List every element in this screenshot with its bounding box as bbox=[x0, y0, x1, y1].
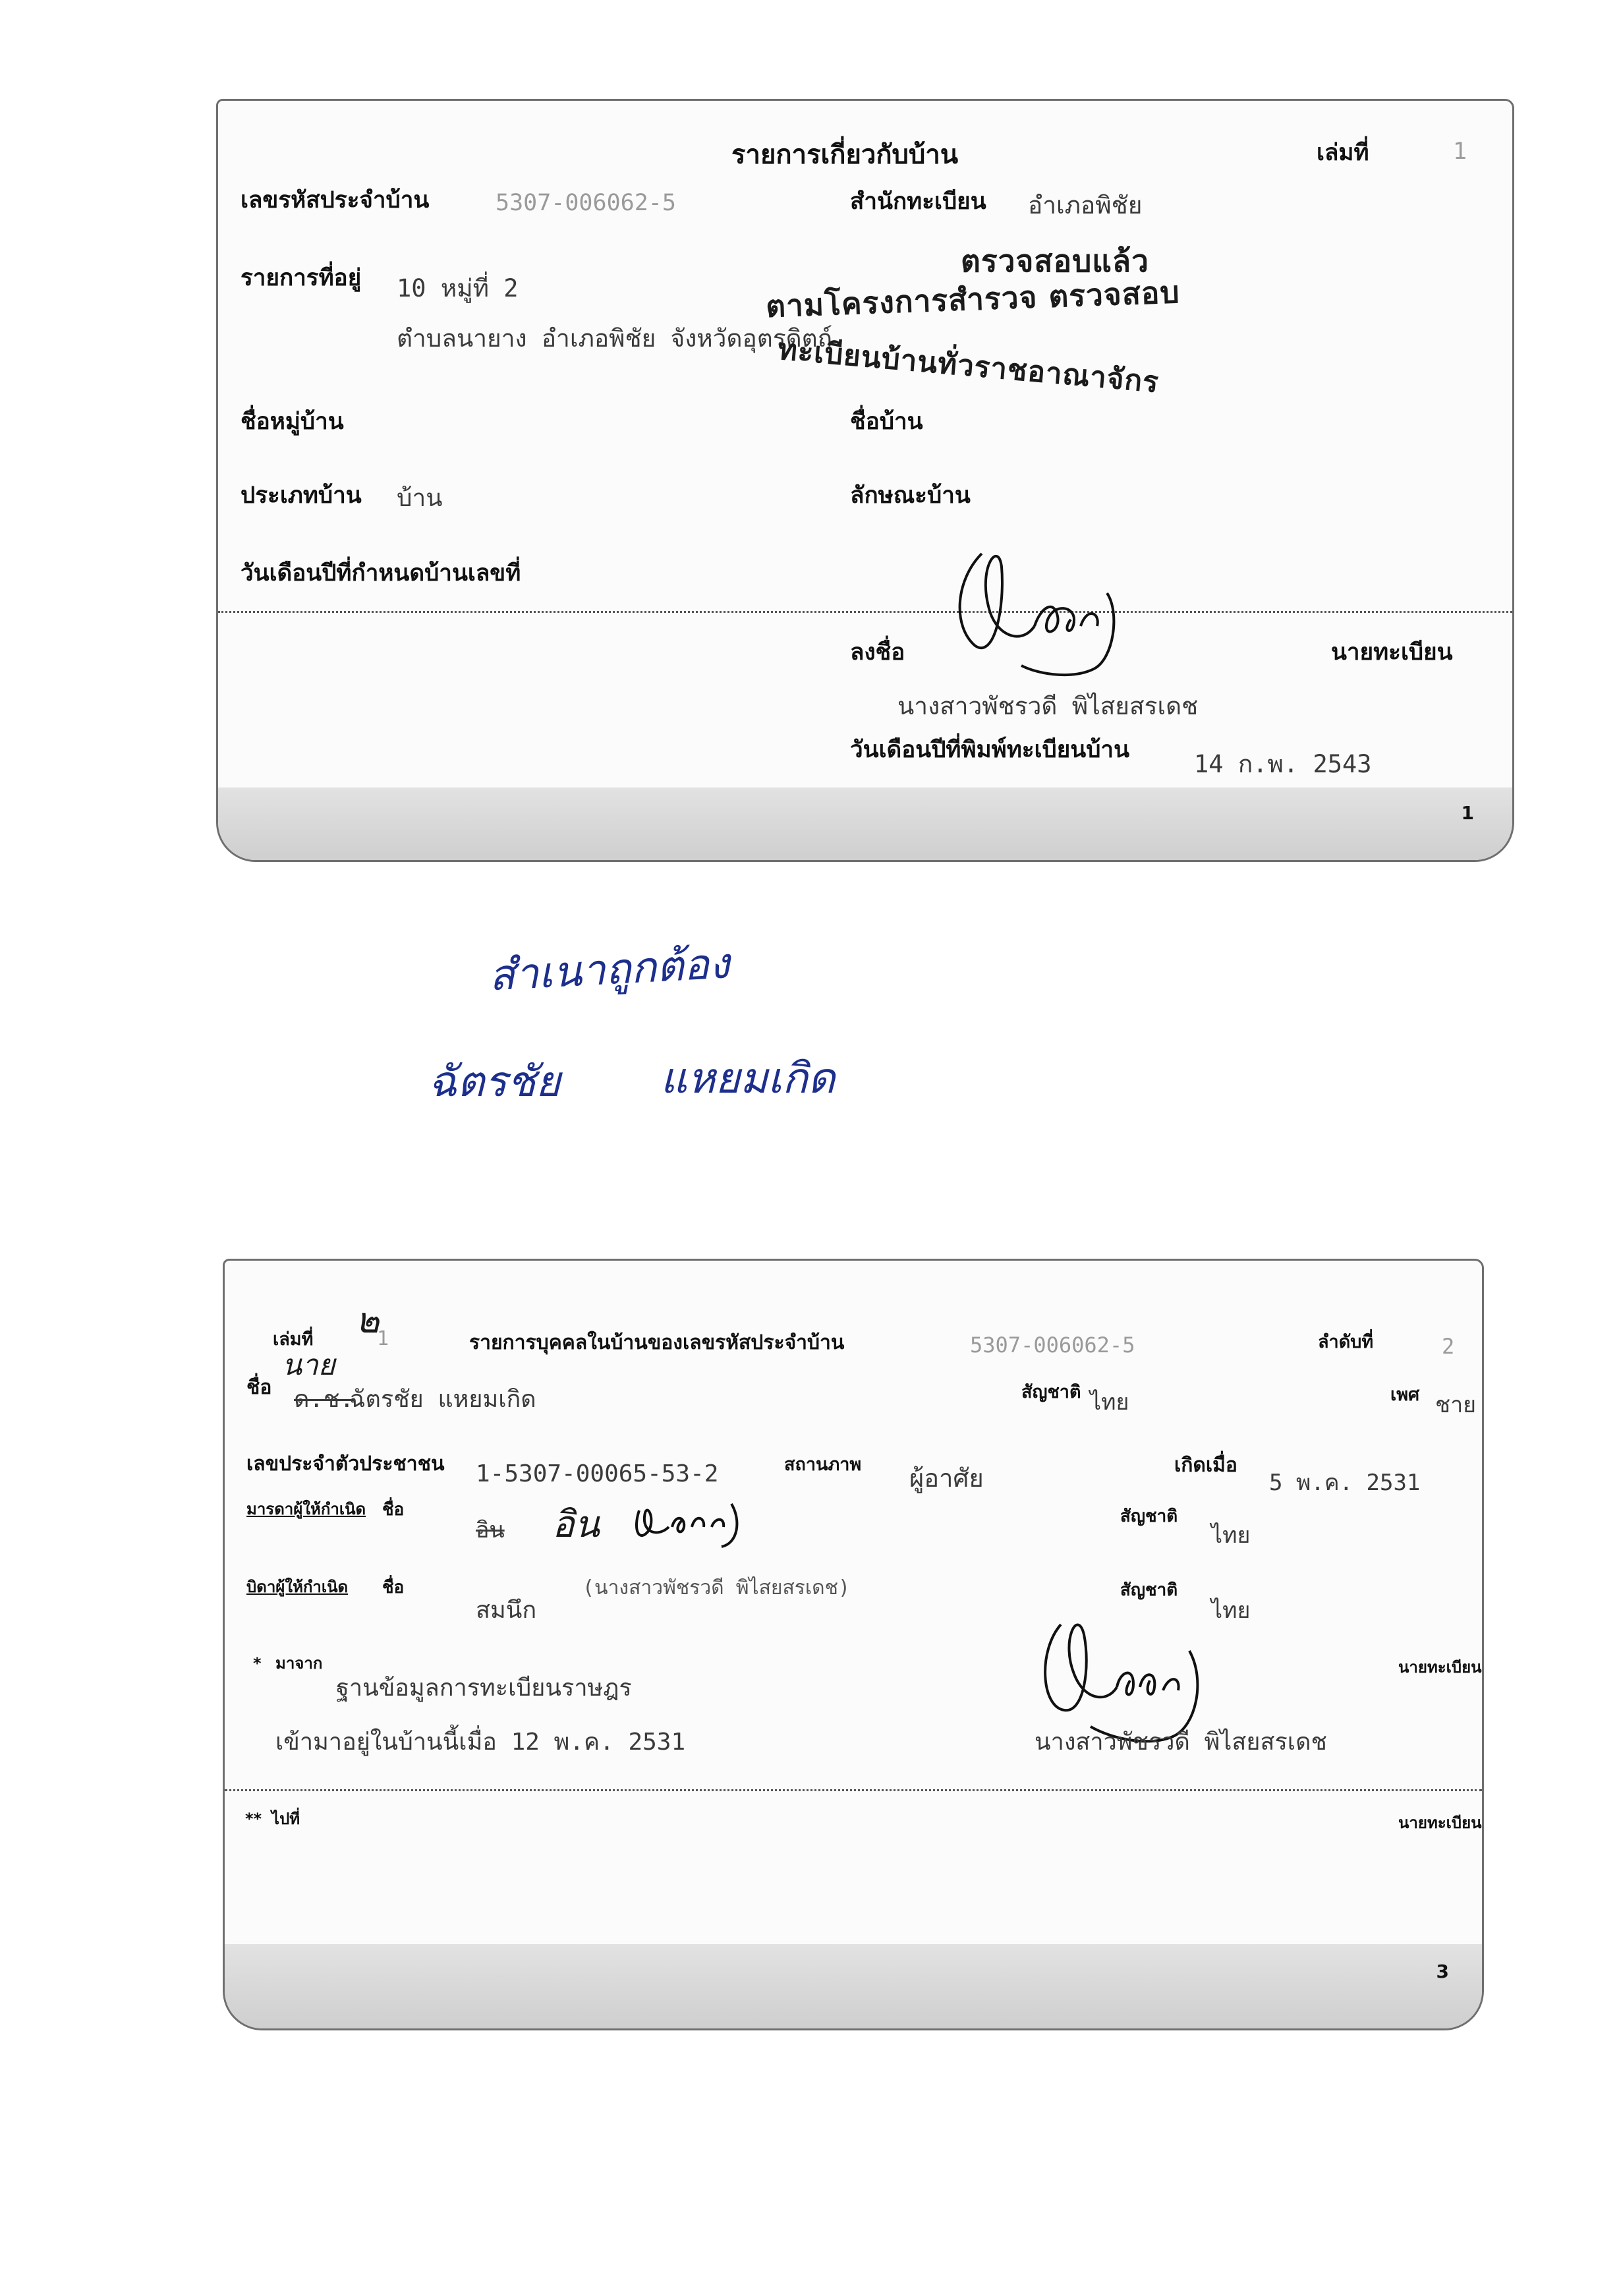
handwritten-first-name: ฉัตรชัย bbox=[428, 1058, 561, 1106]
assigned-date-label: วันเดือนปีที่กำหนดบ้านเลขที่ bbox=[241, 560, 521, 587]
mother-name-label: ชื่อ bbox=[382, 1500, 405, 1520]
name-prefix-handwritten: นาย bbox=[282, 1348, 335, 1382]
citizen-id-value: 1-5307-00065-53-2 bbox=[476, 1460, 719, 1487]
to-marker: ** bbox=[245, 1810, 262, 1828]
verification-stamp-line2: ตามโครงการสำรวจ ตรวจสอบ bbox=[765, 274, 1181, 324]
card-title: รายการเกี่ยวกับบ้าน bbox=[731, 140, 959, 170]
sequence-label: ลำดับที่ bbox=[1318, 1332, 1374, 1352]
verification-stamp-line1: ตรวจสอบแล้ว bbox=[961, 243, 1149, 279]
registrar-office-value: อำเภอพิชัย bbox=[1028, 191, 1143, 219]
name-value: ฉัตรชัย แหยมเกิด bbox=[349, 1386, 536, 1413]
birth-label: เกิดเมื่อ bbox=[1174, 1454, 1237, 1477]
village-name-label: ชื่อหมู่บ้าน bbox=[241, 409, 344, 435]
father-stamp-note: (นางสาวพัชรวดี พิไสยสรเดช) bbox=[582, 1576, 851, 1599]
volume-value: 1 bbox=[377, 1327, 389, 1350]
from-value: ฐานข้อมูลการทะเบียนราษฎร bbox=[336, 1675, 632, 1702]
sequence-value: 2 bbox=[1442, 1334, 1455, 1359]
sex-value: ชาย bbox=[1435, 1392, 1477, 1418]
to-label: ไปที่ bbox=[271, 1810, 300, 1828]
nationality-label: สัญชาติ bbox=[1021, 1382, 1081, 1402]
card-footer-band bbox=[225, 1944, 1482, 2028]
house-type-value: บ้าน bbox=[397, 484, 443, 512]
registrar-office-label: สำนักทะเบียน bbox=[850, 188, 986, 215]
mother-nationality-label: สัญชาติ bbox=[1120, 1507, 1178, 1526]
registrar-label: นายทะเบียน bbox=[1331, 639, 1453, 666]
registrar-name: นางสาวพัชรวดี พิไสยสรเดช bbox=[1035, 1729, 1327, 1756]
name-prefix-struck: ด.ช. bbox=[294, 1386, 355, 1413]
nationality-value: ไทย bbox=[1090, 1389, 1129, 1416]
mother-nationality-value: ไทย bbox=[1211, 1522, 1251, 1549]
registrar-name: นางสาวพัชรวดี พิไสยสรเดช bbox=[897, 692, 1199, 720]
mother-name-struck: อิน bbox=[476, 1517, 505, 1543]
card-footer-band bbox=[218, 788, 1512, 860]
address-label: รายการที่อยู่ bbox=[241, 265, 362, 291]
verification-stamp-line3: ทะเบียนบ้านทั่วราชอาณาจักร bbox=[776, 332, 1160, 400]
volume-handwritten: ๒ bbox=[356, 1300, 380, 1341]
registrar-label-incoming: นายทะเบียน bbox=[1398, 1658, 1482, 1677]
house-code-value: 5307-006062-5 bbox=[970, 1333, 1135, 1358]
from-marker: * bbox=[253, 1654, 262, 1673]
from-label: มาจาก bbox=[275, 1654, 323, 1673]
handwritten-last-name: แหยมเกิด bbox=[660, 1054, 836, 1103]
registrar-label-outgoing: นายทะเบียน bbox=[1398, 1814, 1482, 1832]
page-number: 3 bbox=[1436, 1961, 1449, 1982]
father-name-label: ชื่อ bbox=[382, 1578, 405, 1597]
sex-label: เพศ bbox=[1390, 1385, 1420, 1405]
registrar-signature bbox=[942, 527, 1153, 692]
address-line1: 10 หมู่ที่ 2 bbox=[397, 274, 519, 302]
name-label: ชื่อ bbox=[246, 1376, 272, 1399]
sign-label: ลงชื่อ bbox=[850, 639, 905, 666]
status-value: ผู้อาศัย bbox=[909, 1464, 984, 1493]
volume-label: เล่มที่ bbox=[273, 1329, 314, 1350]
person-record-card bbox=[223, 1259, 1484, 2030]
house-code-value: 5307-006062-5 bbox=[496, 190, 676, 216]
status-label: สถานภาพ bbox=[784, 1454, 862, 1475]
house-name-label: ชื่อบ้าน bbox=[850, 409, 923, 435]
print-date-label: วันเดือนปีที่พิมพ์ทะเบียนบ้าน bbox=[850, 737, 1129, 763]
separator-line bbox=[218, 611, 1512, 613]
address-line2: ตำบลนายาง อำเภอพิชัย จังหวัดอุตรดิตถ์ bbox=[397, 324, 833, 353]
handwritten-certified-copy: สำเนาถูกต้อง bbox=[488, 939, 731, 1001]
father-label: บิดาผู้ให้กำเนิด bbox=[246, 1578, 349, 1596]
mother-name-handwritten: อิน bbox=[552, 1503, 600, 1546]
volume-label: เล่มที่ bbox=[1317, 140, 1369, 166]
mother-label: มารดาผู้ให้กำเนิด bbox=[246, 1500, 366, 1518]
house-type-label: ประเภทบ้าน bbox=[241, 482, 362, 509]
mother-name-initials bbox=[633, 1491, 764, 1550]
separator-line bbox=[225, 1789, 1482, 1791]
moved-in-line: เข้ามาอยู่ในบ้านนี้เมื่อ 12 พ.ค. 2531 bbox=[275, 1729, 686, 1756]
citizen-id-label: เลขประจำตัวประชาชน bbox=[246, 1452, 445, 1476]
person-list-title: รายการบุคคลในบ้านของเลขรหัสประจำบ้าน bbox=[469, 1331, 845, 1354]
house-nature-label: ลักษณะบ้าน bbox=[850, 482, 971, 509]
father-name-value: สมนึก bbox=[476, 1597, 537, 1624]
page-number: 1 bbox=[1461, 802, 1474, 824]
birth-value: 5 พ.ค. 2531 bbox=[1269, 1470, 1421, 1496]
father-nationality-label: สัญชาติ bbox=[1120, 1580, 1178, 1600]
volume-value: 1 bbox=[1453, 138, 1467, 165]
print-date-value: 14 ก.พ. 2543 bbox=[1194, 750, 1372, 778]
house-code-label: เลขรหัสประจำบ้าน bbox=[241, 187, 430, 214]
father-nationality-value: ไทย bbox=[1211, 1597, 1251, 1624]
